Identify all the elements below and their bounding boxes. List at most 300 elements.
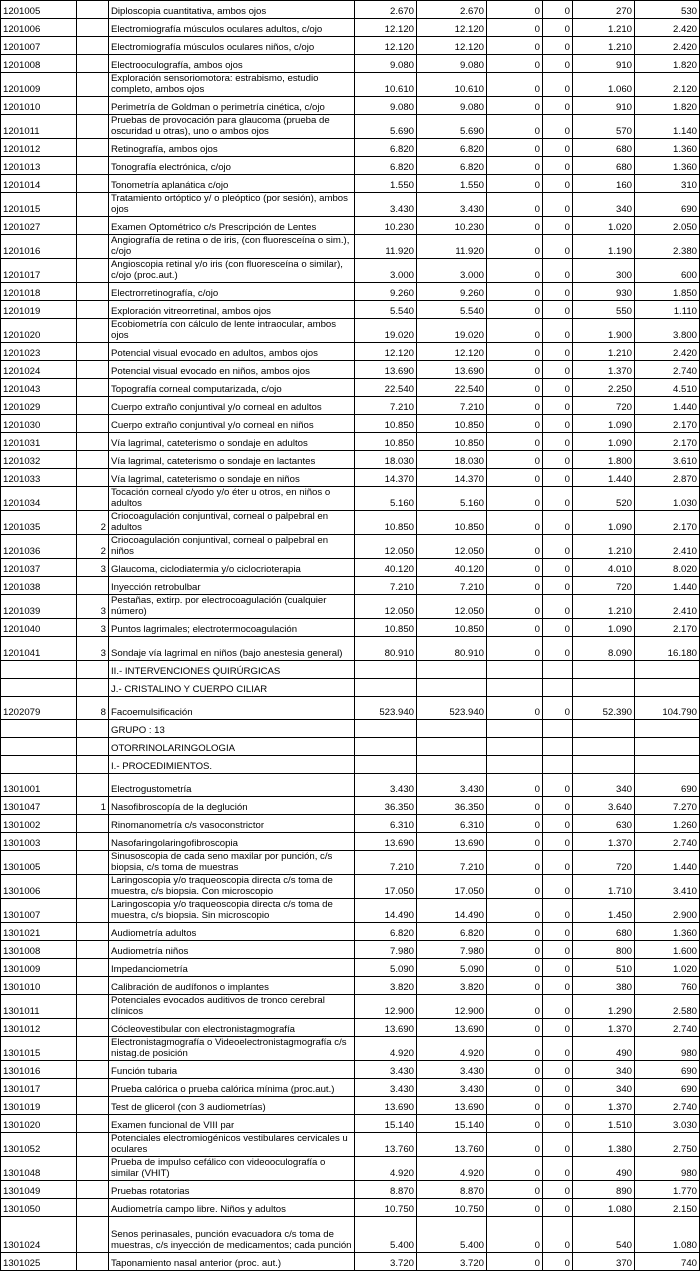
cell-value-2: 3.430: [417, 1079, 487, 1097]
cell-description: Sinusoscopia de cada seno maxilar por punción, c/s biopsia, c/s toma de muestras: [109, 851, 355, 875]
cell-value-2: 12.050: [417, 595, 487, 619]
cell-col-d: 2.050: [635, 217, 700, 235]
cell-value-1: [355, 738, 417, 756]
cell-col-d: 530: [635, 1, 700, 19]
cell-value-1: 10.850: [355, 433, 417, 451]
cell-col-d: 1.360: [635, 139, 700, 157]
table-row: [1, 301, 700, 319]
cell-col-d: 8.020: [635, 559, 700, 577]
cell-description: Senos perinasales, punción evacuadora c/s toma de muestras, c/s inyección de medicamentos; cada punción: [109, 1217, 355, 1253]
cell-col-c: 930: [573, 283, 635, 301]
cell-value-1: 10.230: [355, 217, 417, 235]
table-row: [1, 851, 700, 875]
cell-code: 1301020: [1, 1115, 77, 1133]
cell-col-d: 2.580: [635, 995, 700, 1019]
cell-group: [77, 175, 109, 193]
cell-col-d: 690: [635, 1061, 700, 1079]
cell-col-d: 2.900: [635, 899, 700, 923]
cell-description: Cuerpo extraño conjuntival y/o corneal en adultos: [109, 397, 355, 415]
table-row: [1, 559, 700, 577]
cell-code: 1201014: [1, 175, 77, 193]
cell-value-2: 13.690: [417, 833, 487, 851]
table-row: [1, 487, 700, 511]
cell-col-b: 0: [543, 941, 573, 959]
cell-value-1: 10.610: [355, 73, 417, 97]
cell-value-2: 10.230: [417, 217, 487, 235]
cell-code: 1301011: [1, 995, 77, 1019]
table-row: [1, 756, 700, 774]
cell-col-c: [573, 661, 635, 679]
cell-col-c: 1.090: [573, 619, 635, 637]
cell-value-2: 10.850: [417, 415, 487, 433]
cell-col-a: 0: [487, 1, 543, 19]
cell-col-a: 0: [487, 397, 543, 415]
cell-col-a: 0: [487, 577, 543, 595]
cell-col-d: 104.790: [635, 697, 700, 720]
cell-value-2: [417, 756, 487, 774]
cell-col-b: 0: [543, 619, 573, 637]
cell-col-a: 0: [487, 899, 543, 923]
cell-col-a: 0: [487, 157, 543, 175]
cell-value-2: 11.920: [417, 235, 487, 259]
cell-value-1: 12.120: [355, 343, 417, 361]
cell-col-d: 2.420: [635, 343, 700, 361]
cell-code: 1301019: [1, 1097, 77, 1115]
cell-value-1: 9.080: [355, 55, 417, 73]
cell-code: 1201024: [1, 361, 77, 379]
cell-value-1: 3.000: [355, 259, 417, 283]
cell-value-1: 3.820: [355, 977, 417, 995]
cell-col-d: [635, 738, 700, 756]
cell-col-d: [635, 679, 700, 697]
cell-col-c: 570: [573, 115, 635, 139]
cell-value-1: 10.850: [355, 415, 417, 433]
cell-col-c: 370: [573, 1253, 635, 1271]
cell-description: Prueba de impulso cefálico con videooculografía o similar (VHIT): [109, 1157, 355, 1181]
cell-col-a: 0: [487, 851, 543, 875]
cell-description: Laringoscopia y/o traqueoscopia directa c/s toma de muestra, c/s biopsia. Sin microscopio: [109, 899, 355, 923]
cell-code: 1201041: [1, 637, 77, 661]
cell-value-2: 3.820: [417, 977, 487, 995]
cell-col-c: 380: [573, 977, 635, 995]
cell-description: Retinografía, ambos ojos: [109, 139, 355, 157]
cell-col-b: 0: [543, 415, 573, 433]
cell-col-a: [487, 661, 543, 679]
cell-col-d: 7.270: [635, 797, 700, 815]
table-row: [1, 1061, 700, 1079]
cell-description: GRUPO : 13: [109, 720, 355, 738]
cell-group: [77, 37, 109, 55]
cell-value-2: 36.350: [417, 797, 487, 815]
table-row: [1, 259, 700, 283]
table-row: [1, 1097, 700, 1115]
cell-description: Tocación corneal c/yodo y/o éter u otros, en niños o adultos: [109, 487, 355, 511]
cell-value-1: 12.050: [355, 595, 417, 619]
cell-group: [77, 259, 109, 283]
cell-col-c: 680: [573, 157, 635, 175]
cell-col-c: 2.250: [573, 379, 635, 397]
cell-description: Tonografía electrónica, c/ojo: [109, 157, 355, 175]
cell-code: [1, 756, 77, 774]
cell-col-d: 1.260: [635, 815, 700, 833]
cell-value-2: 3.430: [417, 1061, 487, 1079]
table-row: [1, 469, 700, 487]
cell-col-c: 340: [573, 1061, 635, 1079]
cell-value-2: 523.940: [417, 697, 487, 720]
cell-col-c: 1.090: [573, 433, 635, 451]
cell-description: Pestañas, extirp. por electrocoagulación (cualquier número): [109, 595, 355, 619]
cell-group: [77, 899, 109, 923]
cell-col-c: 720: [573, 397, 635, 415]
cell-col-a: 0: [487, 259, 543, 283]
table-row: [1, 397, 700, 415]
cell-code: 1301021: [1, 923, 77, 941]
cell-value-2: 10.850: [417, 511, 487, 535]
table-row: [1, 433, 700, 451]
table-row: [1, 1217, 700, 1253]
cell-col-a: 0: [487, 977, 543, 995]
table-row: [1, 217, 700, 235]
cell-col-d: 1.770: [635, 1181, 700, 1199]
cell-group: [77, 73, 109, 97]
cell-description: Cuerpo extraño conjuntival y/o corneal en niños: [109, 415, 355, 433]
cell-col-b: 0: [543, 1115, 573, 1133]
cell-col-d: 2.170: [635, 619, 700, 637]
cell-description: J.- CRISTALINO Y CUERPO CILIAR: [109, 679, 355, 697]
cell-value-2: 80.910: [417, 637, 487, 661]
table-row: [1, 995, 700, 1019]
cell-col-c: 52.390: [573, 697, 635, 720]
cell-col-a: 0: [487, 19, 543, 37]
cell-col-d: 310: [635, 175, 700, 193]
cell-group: [77, 815, 109, 833]
cell-description: Vía lagrimal, cateterismo o sondaje en niños: [109, 469, 355, 487]
cell-col-b: 0: [543, 451, 573, 469]
cell-col-d: 4.510: [635, 379, 700, 397]
table-row: [1, 73, 700, 97]
cell-group: 3: [77, 559, 109, 577]
cell-group: [77, 157, 109, 175]
cell-col-c: 160: [573, 175, 635, 193]
cell-group: [77, 1157, 109, 1181]
cell-value-1: 3.430: [355, 1079, 417, 1097]
cell-value-2: 13.760: [417, 1133, 487, 1157]
cell-value-1: 7.210: [355, 577, 417, 595]
cell-col-b: 0: [543, 774, 573, 797]
cell-group: [77, 577, 109, 595]
cell-col-d: 2.120: [635, 73, 700, 97]
cell-description: Puntos lagrimales; electrotermocoagulación: [109, 619, 355, 637]
cell-col-a: [487, 738, 543, 756]
cell-value-1: [355, 661, 417, 679]
cell-group: [77, 415, 109, 433]
cell-description: Tonometría aplanática c/ojo: [109, 175, 355, 193]
cell-group: 2: [77, 535, 109, 559]
cell-col-b: [543, 661, 573, 679]
cell-col-c: 1.370: [573, 1019, 635, 1037]
table-row: [1, 679, 700, 697]
cell-description: Pruebas de provocación para glaucoma (prueba de oscuridad u otras), uno o ambos ojos: [109, 115, 355, 139]
cell-col-a: 0: [487, 1157, 543, 1181]
cell-col-a: 0: [487, 193, 543, 217]
cell-value-2: [417, 738, 487, 756]
cell-col-b: 0: [543, 487, 573, 511]
cell-code: 1301003: [1, 833, 77, 851]
table-row: [1, 941, 700, 959]
cell-group: [77, 941, 109, 959]
cell-col-b: [543, 679, 573, 697]
cell-group: [77, 679, 109, 697]
cell-group: [77, 217, 109, 235]
cell-col-c: 720: [573, 577, 635, 595]
cell-code: 1201029: [1, 397, 77, 415]
cell-group: 2: [77, 511, 109, 535]
cell-value-2: 12.120: [417, 19, 487, 37]
cell-col-d: 2.750: [635, 1133, 700, 1157]
cell-col-c: 910: [573, 97, 635, 115]
cell-group: [77, 977, 109, 995]
cell-col-a: 0: [487, 115, 543, 139]
cell-value-2: 13.690: [417, 1019, 487, 1037]
cell-group: 3: [77, 619, 109, 637]
cell-code: 1301002: [1, 815, 77, 833]
cell-code: 1201019: [1, 301, 77, 319]
cell-group: [77, 1181, 109, 1199]
cell-value-2: 7.980: [417, 941, 487, 959]
cell-col-d: 1.440: [635, 851, 700, 875]
cell-value-2: 13.690: [417, 1097, 487, 1115]
cell-col-c: 800: [573, 941, 635, 959]
cell-code: 1301016: [1, 1061, 77, 1079]
cell-description: Función tubaria: [109, 1061, 355, 1079]
cell-col-c: 1.900: [573, 319, 635, 343]
cell-col-a: 0: [487, 1115, 543, 1133]
cell-col-d: 690: [635, 774, 700, 797]
cell-col-c: 1.090: [573, 511, 635, 535]
cell-code: 1301006: [1, 875, 77, 899]
cell-col-a: 0: [487, 301, 543, 319]
cell-col-a: 0: [487, 1217, 543, 1253]
cell-col-a: 0: [487, 1037, 543, 1061]
cell-col-c: [573, 720, 635, 738]
cell-col-d: 2.410: [635, 595, 700, 619]
cell-col-a: 0: [487, 774, 543, 797]
cell-col-c: 1.210: [573, 595, 635, 619]
cell-description: Examen funcional de VIII par: [109, 1115, 355, 1133]
cell-group: [77, 1115, 109, 1133]
cell-group: [77, 959, 109, 977]
cell-value-1: 10.850: [355, 619, 417, 637]
cell-col-b: [543, 720, 573, 738]
cell-code: 1201023: [1, 343, 77, 361]
cell-col-b: 0: [543, 37, 573, 55]
cell-col-a: 0: [487, 697, 543, 720]
table-row: [1, 319, 700, 343]
cell-col-b: 0: [543, 1037, 573, 1061]
cell-col-b: 0: [543, 995, 573, 1019]
cell-code: 1201035: [1, 511, 77, 535]
cell-col-a: 0: [487, 637, 543, 661]
cell-col-b: 0: [543, 361, 573, 379]
table-row: [1, 19, 700, 37]
cell-col-a: 0: [487, 995, 543, 1019]
cell-value-1: 80.910: [355, 637, 417, 661]
cell-col-b: 0: [543, 1199, 573, 1217]
cell-description: Calibración de audífonos o implantes: [109, 977, 355, 995]
cell-value-2: 12.120: [417, 343, 487, 361]
cell-description: Exploración vitreorretinal, ambos ojos: [109, 301, 355, 319]
cell-code: 1301001: [1, 774, 77, 797]
cell-col-d: 3.410: [635, 875, 700, 899]
cell-group: [77, 661, 109, 679]
cell-col-b: 0: [543, 959, 573, 977]
cell-col-d: 690: [635, 1079, 700, 1097]
cell-value-2: 9.260: [417, 283, 487, 301]
cell-col-a: 0: [487, 923, 543, 941]
table-row: [1, 343, 700, 361]
cell-col-a: 0: [487, 37, 543, 55]
cell-col-c: 1.510: [573, 1115, 635, 1133]
cell-group: [77, 774, 109, 797]
table-row: [1, 193, 700, 217]
cell-value-1: 8.870: [355, 1181, 417, 1199]
cell-group: [77, 875, 109, 899]
cell-code: 1201007: [1, 37, 77, 55]
cell-code: 1201040: [1, 619, 77, 637]
cell-value-2: 7.210: [417, 851, 487, 875]
cell-col-b: 0: [543, 851, 573, 875]
cell-description: Rinomanometría c/s vasoconstrictor: [109, 815, 355, 833]
cell-col-a: 0: [487, 55, 543, 73]
cell-value-1: 11.920: [355, 235, 417, 259]
cell-group: [77, 1199, 109, 1217]
table-row: [1, 595, 700, 619]
cell-col-c: 8.090: [573, 637, 635, 661]
cell-code: 1301007: [1, 899, 77, 923]
cell-value-1: 36.350: [355, 797, 417, 815]
cell-col-c: 1.210: [573, 19, 635, 37]
cell-col-a: 0: [487, 73, 543, 97]
cell-col-a: 0: [487, 361, 543, 379]
cell-value-2: 19.020: [417, 319, 487, 343]
cell-code: 1301008: [1, 941, 77, 959]
cell-col-b: 0: [543, 1097, 573, 1115]
cell-col-d: 2.380: [635, 235, 700, 259]
cell-code: 1201012: [1, 139, 77, 157]
cell-group: [77, 319, 109, 343]
cell-value-1: 3.430: [355, 774, 417, 797]
cell-col-c: 890: [573, 1181, 635, 1199]
cell-description: Electromiografía músculos oculares niños, c/ojo: [109, 37, 355, 55]
cell-description: I.- PROCEDIMIENTOS.: [109, 756, 355, 774]
cell-col-d: 2.740: [635, 361, 700, 379]
table-row: [1, 738, 700, 756]
cell-col-d: 2.740: [635, 1019, 700, 1037]
cell-col-b: 0: [543, 1157, 573, 1181]
cell-description: Potencial visual evocado en adultos, ambos ojos: [109, 343, 355, 361]
cell-col-b: 0: [543, 1, 573, 19]
cell-value-2: 9.080: [417, 97, 487, 115]
cell-value-1: 10.850: [355, 511, 417, 535]
table-row: [1, 451, 700, 469]
cell-col-b: 0: [543, 1217, 573, 1253]
cell-group: [77, 1097, 109, 1115]
cell-group: [77, 469, 109, 487]
cell-description: Vía lagrimal, cateterismo o sondaje en lactantes: [109, 451, 355, 469]
cell-description: Tratamiento ortóptico y/ o pleóptico (por sesión), ambos ojos: [109, 193, 355, 217]
cell-col-c: 520: [573, 487, 635, 511]
cell-col-b: 0: [543, 217, 573, 235]
cell-value-2: 18.030: [417, 451, 487, 469]
cell-value-1: 1.550: [355, 175, 417, 193]
cell-description: Topografía corneal computarizada, c/ojo: [109, 379, 355, 397]
cell-col-a: 0: [487, 139, 543, 157]
cell-value-1: 7.210: [355, 397, 417, 415]
cell-code: 1301017: [1, 1079, 77, 1097]
cell-col-a: 0: [487, 97, 543, 115]
cell-value-1: 12.900: [355, 995, 417, 1019]
cell-value-2: 10.610: [417, 73, 487, 97]
cell-col-b: [543, 756, 573, 774]
cell-col-c: 1.290: [573, 995, 635, 1019]
cell-col-a: 0: [487, 175, 543, 193]
cell-description: Electronistagmografía o Videoelectronistagmografía c/s nistag.de posición: [109, 1037, 355, 1061]
table-row: [1, 157, 700, 175]
cell-value-2: 13.690: [417, 361, 487, 379]
cell-description: Perimetría de Goldman o perimetría cinética, c/ojo: [109, 97, 355, 115]
cell-col-c: 1.450: [573, 899, 635, 923]
cell-col-b: 0: [543, 319, 573, 343]
cell-code: 1301052: [1, 1133, 77, 1157]
cell-value-2: 15.140: [417, 1115, 487, 1133]
cell-col-a: 0: [487, 559, 543, 577]
cell-col-a: 0: [487, 595, 543, 619]
cell-col-c: 720: [573, 851, 635, 875]
cell-description: Audiometría campo libre. Niños y adultos: [109, 1199, 355, 1217]
cell-value-1: 14.490: [355, 899, 417, 923]
cell-col-a: 0: [487, 1061, 543, 1079]
cell-col-d: 3.610: [635, 451, 700, 469]
cell-group: [77, 235, 109, 259]
cell-col-a: 0: [487, 1097, 543, 1115]
cell-value-2: 8.870: [417, 1181, 487, 1199]
cell-col-d: 740: [635, 1253, 700, 1271]
cell-value-1: 5.160: [355, 487, 417, 511]
cell-col-c: 630: [573, 815, 635, 833]
cell-code: 1301005: [1, 851, 77, 875]
cell-value-2: 10.850: [417, 433, 487, 451]
cell-value-1: 4.920: [355, 1037, 417, 1061]
cell-col-d: 1.440: [635, 577, 700, 595]
cell-description: Diploscopia cuantitativa, ambos ojos: [109, 1, 355, 19]
fee-table-body: [1, 1, 700, 1271]
cell-col-d: 1.360: [635, 157, 700, 175]
cell-col-c: 1.370: [573, 1097, 635, 1115]
table-row: [1, 577, 700, 595]
table-row: [1, 1115, 700, 1133]
cell-col-b: 0: [543, 595, 573, 619]
cell-col-b: 0: [543, 1181, 573, 1199]
cell-code: 1301049: [1, 1181, 77, 1199]
table-row: [1, 797, 700, 815]
table-row: [1, 833, 700, 851]
cell-value-2: 3.430: [417, 774, 487, 797]
cell-col-c: 340: [573, 1079, 635, 1097]
cell-col-a: 0: [487, 343, 543, 361]
cell-description: Laringoscopia y/o traqueoscopia directa c/s toma de muestra, c/s biopsia. Con microscopio: [109, 875, 355, 899]
cell-col-d: 2.740: [635, 1097, 700, 1115]
table-row: [1, 1079, 700, 1097]
